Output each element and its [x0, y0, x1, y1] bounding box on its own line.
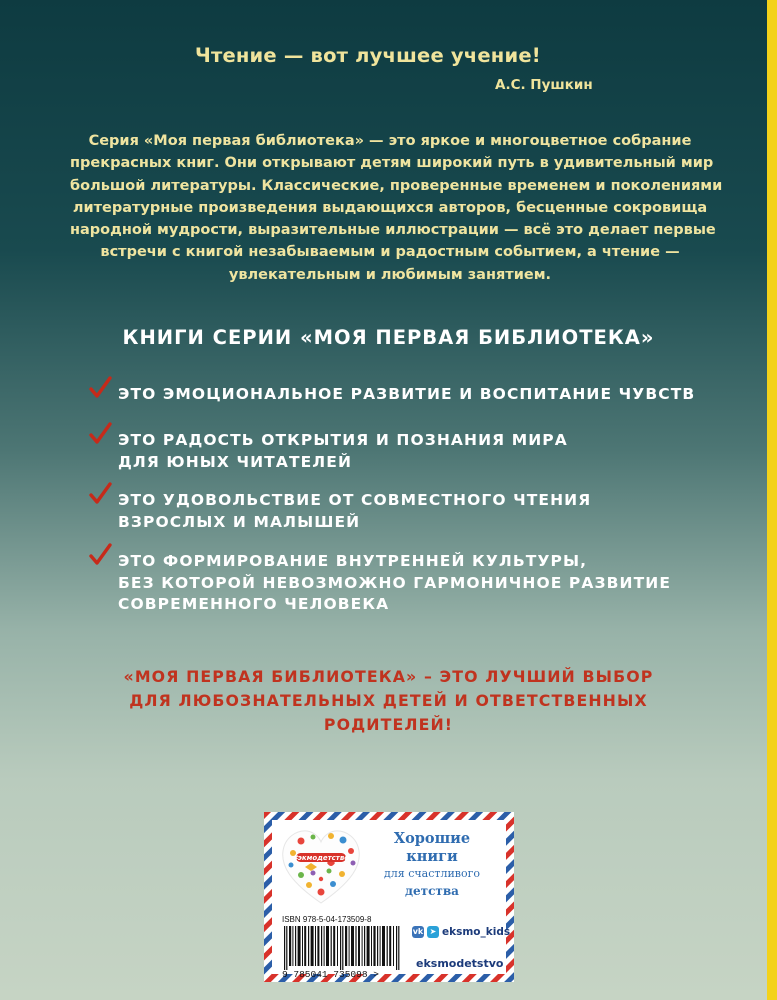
benefit-line: ВЗРОСЛЫХ И МАЛЫШЕЙ [118, 512, 361, 531]
eksmo-heart-logo [279, 827, 363, 907]
description-line: Серия «Моя первая библиотека» — это яркое и многоцветное собрание [88, 133, 692, 149]
benefit-item [92, 430, 568, 473]
closing-line: ДЛЯ ЛЮБОЗНАТЕЛЬНЫХ ДЕТЕЙ И ОТВЕТСТВЕННЫХ [129, 691, 648, 710]
description-line: большой литературы. Классические, проверенные временем и поколениями [70, 177, 723, 194]
social-row[interactable] [412, 926, 510, 938]
checkmark-icon [88, 422, 112, 446]
benefit-item [92, 384, 695, 406]
description-line: литературные произведения выдающихся авторов, бесценные сокровища [72, 199, 708, 216]
social-links [412, 926, 510, 938]
benefit-line: ЭТО УДОВОЛЬСТВИЕ ОТ СОВМЕСТНОГО ЧТЕНИЯ [118, 491, 592, 509]
telegram-icon: ➤ [427, 926, 439, 938]
description-line: встречи с книгой незабываемым и радостным событием, а чтение — [100, 244, 680, 261]
checkmark-icon [88, 482, 112, 506]
slogan-line: для счастливого [384, 867, 480, 880]
closing-line: РОДИТЕЛЕЙ! [323, 715, 454, 734]
benefit-line: СОВРЕМЕННОГО ЧЕЛОВЕКА [118, 595, 390, 613]
barcode [282, 926, 406, 970]
barcode-block [282, 915, 406, 980]
yellow-edge-strip [767, 0, 777, 1000]
checkmark-icon [88, 543, 112, 567]
heart-icon [279, 827, 363, 907]
slogan [372, 830, 492, 900]
closing-line: «МОЯ ПЕРВАЯ БИБЛИОТЕКА» – ЭТО ЛУЧШИЙ ВЫБОР [123, 667, 654, 686]
slogan-line: книги [406, 848, 458, 865]
description-line: народной мудрости, выразительные иллюстрации — всё это делает первые [70, 222, 716, 239]
epigraph-text: Чтение — вот лучшее учение! [195, 44, 541, 67]
ean-number: 9 785041 735098 > [282, 969, 379, 980]
series-heading: КНИГИ СЕРИИ «МОЯ ПЕРВАЯ БИБЛИОТЕКА» [122, 326, 655, 349]
epigraph-author: А.С. Пушкин [495, 77, 593, 93]
benefit-line: ЭТО ЭМОЦИОНАЛЬНОЕ РАЗВИТИЕ И ВОСПИТАНИЕ ЧУВСТВ [118, 385, 696, 403]
website-label: eksmodetstvo [416, 957, 504, 970]
checkmark-icon [88, 376, 112, 400]
epigraph [195, 44, 615, 93]
vk-icon: vk [412, 927, 424, 936]
benefit-item [92, 490, 591, 533]
benefit-line: ЭТО РАДОСТЬ ОТКРЫТИЯ И ПОЗНАНИЯ МИРА [118, 431, 568, 449]
closing-statement [0, 665, 777, 737]
series-description [70, 130, 723, 286]
slogan-line: детства [405, 884, 459, 898]
benefit-line: ЭТО ФОРМИРОВАНИЕ ВНУТРЕННЕЙ КУЛЬТУРЫ, [118, 552, 588, 570]
isbn: ISBN 978-5-04-173509-8 [282, 915, 372, 924]
benefit-line: ДЛЯ ЮНЫХ ЧИТАТЕЛЕЙ [118, 452, 353, 471]
benefit-item [92, 551, 671, 616]
benefit-line: БЕЗ КОТОРОЙ НЕВОЗМОЖНО ГАРМОНИЧНОЕ РАЗВИТИЕ [118, 573, 672, 592]
slogan-line: Хорошие [393, 830, 471, 847]
social-handle: eksmo_kids [442, 926, 511, 938]
logo-tag: #экмодетство [292, 854, 350, 862]
description-line: увлекательным и любимым занятием. [228, 266, 552, 283]
description-line: прекрасных книг. Они открывают детям широкий путь в удивительный мир [70, 155, 714, 172]
publisher-card [264, 812, 514, 982]
